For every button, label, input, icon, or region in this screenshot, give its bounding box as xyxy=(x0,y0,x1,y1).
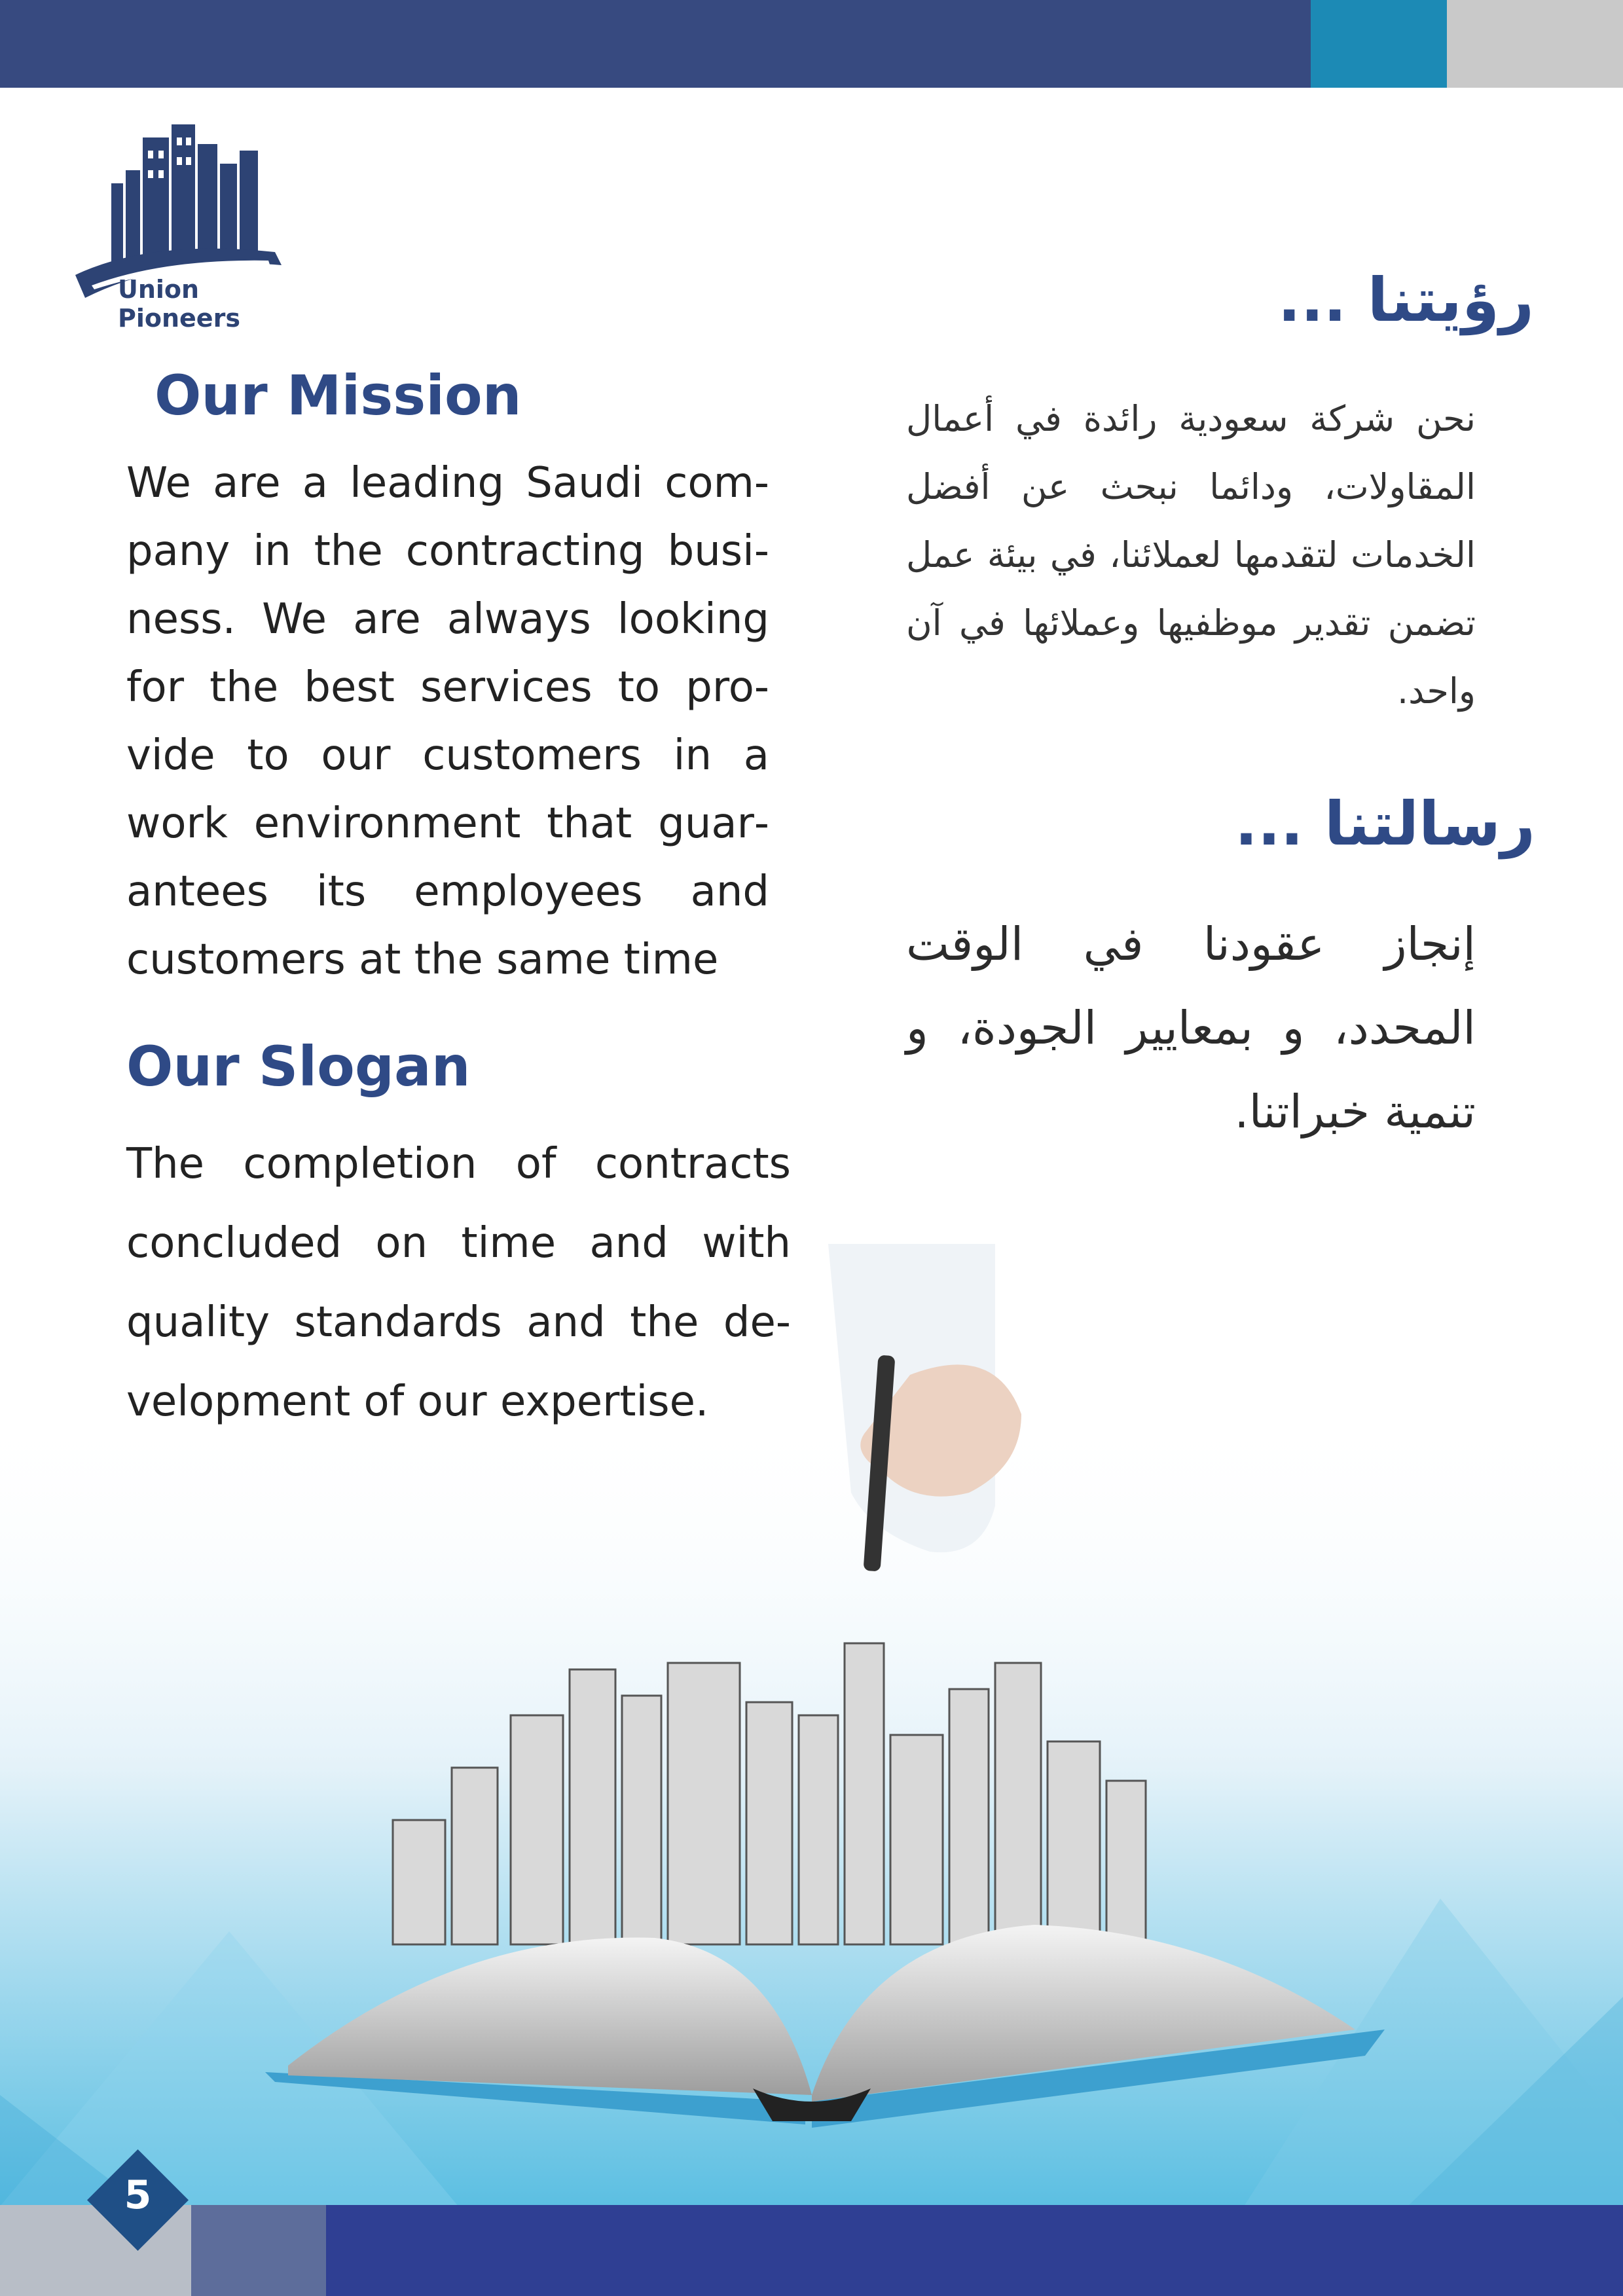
slogan-text: The completion of contracts concluded on time and with quality standards and the development of our expertise. xyxy=(126,1140,791,1426)
bottom-band-mid xyxy=(191,2205,326,2296)
top-band xyxy=(0,0,1311,88)
mission-heading: Our Mission xyxy=(155,363,522,428)
company-name: Union Pioneers xyxy=(118,275,240,333)
page-number: 5 xyxy=(124,2172,152,2218)
vision-text-ar: نحن شركة سعودية رائدة في أعمال المقاولات، ودائما نبحث عن أفضل الخدمات لتقدمها لعملائنا، في بيئة عمل تضمن تقدير موظفيها وعملائها في آن واحد. xyxy=(906,398,1476,712)
slogan-heading: Our Slogan xyxy=(126,1034,471,1099)
vision-heading-ar: رؤيتنا ... xyxy=(1277,265,1534,335)
message-text-ar: إنجاز عقودنا في الوقت المحدد، و بمعايير الجودة، و تنمية خبراتنا. xyxy=(906,917,1476,1139)
top-band-grey xyxy=(1447,0,1623,88)
mission-text: We are a leading Saudi company in the contracting business. We are always looking for the best services to provide to our customers in a work environment that guarantees its employees and customers at the same time xyxy=(126,459,769,984)
top-band-accent xyxy=(1311,0,1447,88)
message-heading-ar: رسالتنا ... xyxy=(1234,789,1535,859)
